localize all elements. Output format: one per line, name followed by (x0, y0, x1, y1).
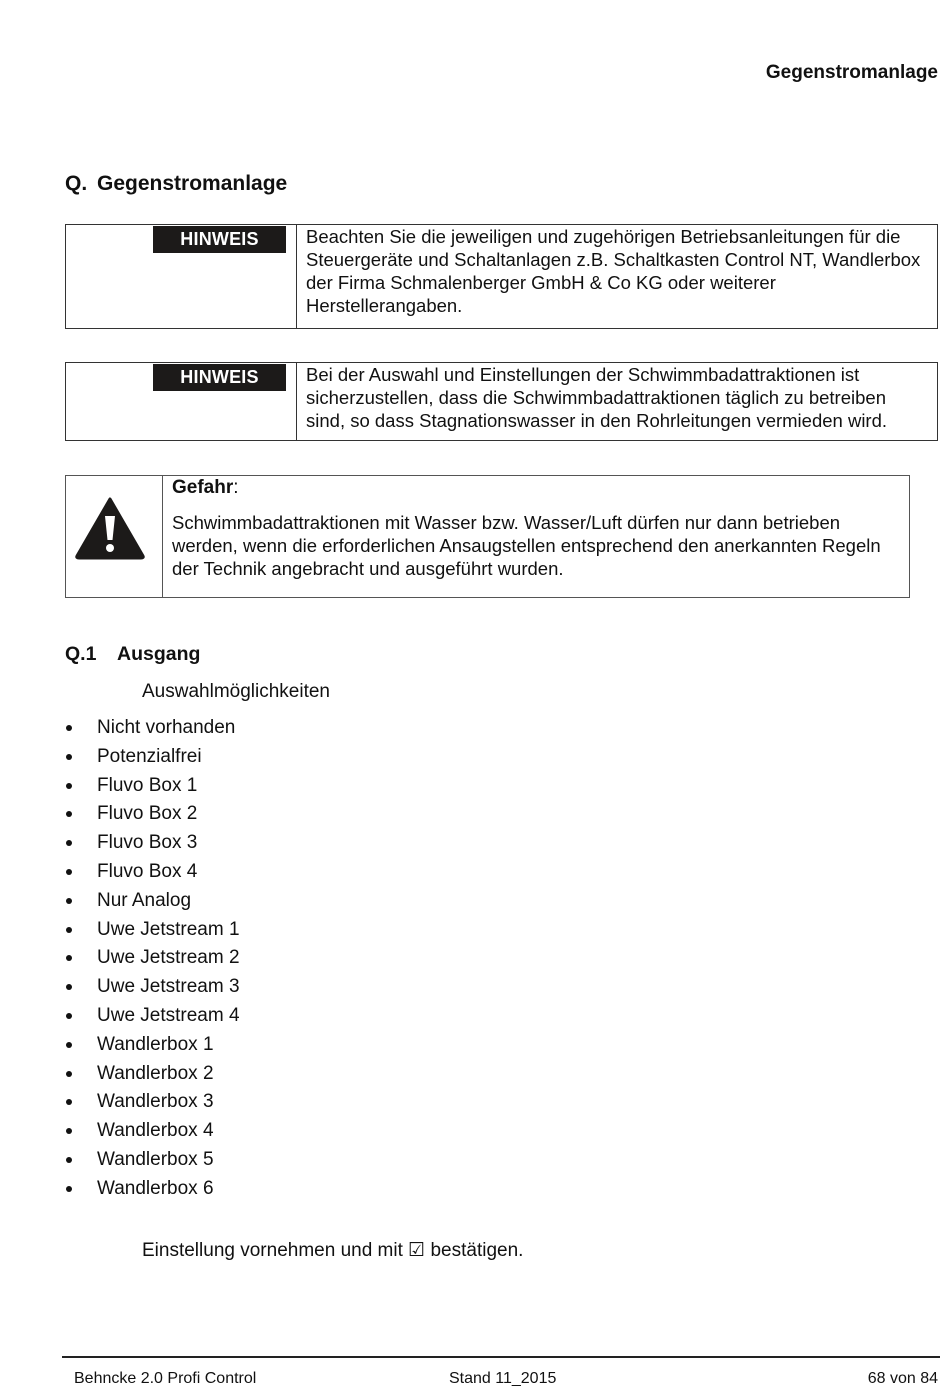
list-item: Nicht vorhanden (65, 714, 240, 743)
list-item: Uwe Jetstream 2 (65, 944, 240, 973)
danger-text: Schwimmbadattraktionen mit Wasser bzw. Wasser/Luft dürfen nur dann betrieben werden, wenn die erforderlichen Ansaugstellen entsprechend den anerkannten Regeln der Technik angebracht und ausgeführt wurden. (172, 512, 881, 579)
footer-product: Behncke 2.0 Profi Control (74, 1370, 257, 1387)
options-list (65, 714, 240, 1204)
list-item: Wandlerbox 2 (65, 1060, 240, 1089)
section-title: Ausgang (117, 643, 201, 665)
danger-box (65, 475, 910, 598)
notice-box (65, 224, 938, 329)
list-item: Wandlerbox 5 (65, 1146, 240, 1175)
notice-badge: HINWEIS (153, 226, 286, 253)
danger-icon-cell (66, 476, 163, 597)
chapter-title-text: Gegenstromanlage (97, 172, 288, 195)
notice-box (65, 362, 938, 441)
list-item: Fluvo Box 2 (65, 800, 240, 829)
chapter-title (65, 172, 287, 196)
list-item: Uwe Jetstream 1 (65, 916, 240, 945)
options-intro: Auswahlmöglichkeiten (142, 681, 330, 702)
footer-divider (62, 1356, 940, 1358)
section-heading (65, 643, 200, 666)
list-item: Uwe Jetstream 3 (65, 973, 240, 1002)
list-item: Nur Analog (65, 887, 240, 916)
notice-text: Bei der Auswahl und Einstellungen der Schwimmbadattraktionen ist sicherzustellen, dass die Schwimmbadattraktionen täglich zu betreiben sind, so dass Stagnationswasser in den Rohrleitungen vermieden wird. (306, 364, 888, 431)
danger-title: Gefahr: (172, 477, 239, 498)
list-item: Potenzialfrei (65, 743, 240, 772)
notice-text: Beachten Sie die jeweiligen und zugehörigen Betriebsanleitungen für die Steuergeräte und Schaltanlagen z.B. Schaltkasten Control NT, Wandlerbox der Firma Schmalenberger GmbH & Co KG oder weiterer Herstellerangaben. (306, 226, 921, 316)
running-header: Gegenstromanlage (765, 62, 938, 83)
footer-page-number: 68 von 84 (867, 1370, 938, 1387)
footer-version: Stand 11_2015 (449, 1370, 557, 1387)
list-item: Wandlerbox 1 (65, 1031, 240, 1060)
list-item: Wandlerbox 3 (65, 1088, 240, 1117)
list-item: Wandlerbox 6 (65, 1175, 240, 1204)
warning-triangle-icon (74, 496, 146, 560)
list-item: Fluvo Box 1 (65, 772, 240, 801)
list-item: Uwe Jetstream 4 (65, 1002, 240, 1031)
confirm-instruction: Einstellung vornehmen und mit ☑ bestätigen. (142, 1240, 524, 1261)
notice-badge-cell (66, 225, 297, 328)
notice-badge: HINWEIS (153, 364, 286, 391)
notice-badge-cell (66, 363, 297, 440)
chapter-number: Q. (65, 172, 88, 195)
section-number: Q.1 (65, 643, 97, 665)
list-item: Fluvo Box 4 (65, 858, 240, 887)
list-item: Wandlerbox 4 (65, 1117, 240, 1146)
list-item: Fluvo Box 3 (65, 829, 240, 858)
